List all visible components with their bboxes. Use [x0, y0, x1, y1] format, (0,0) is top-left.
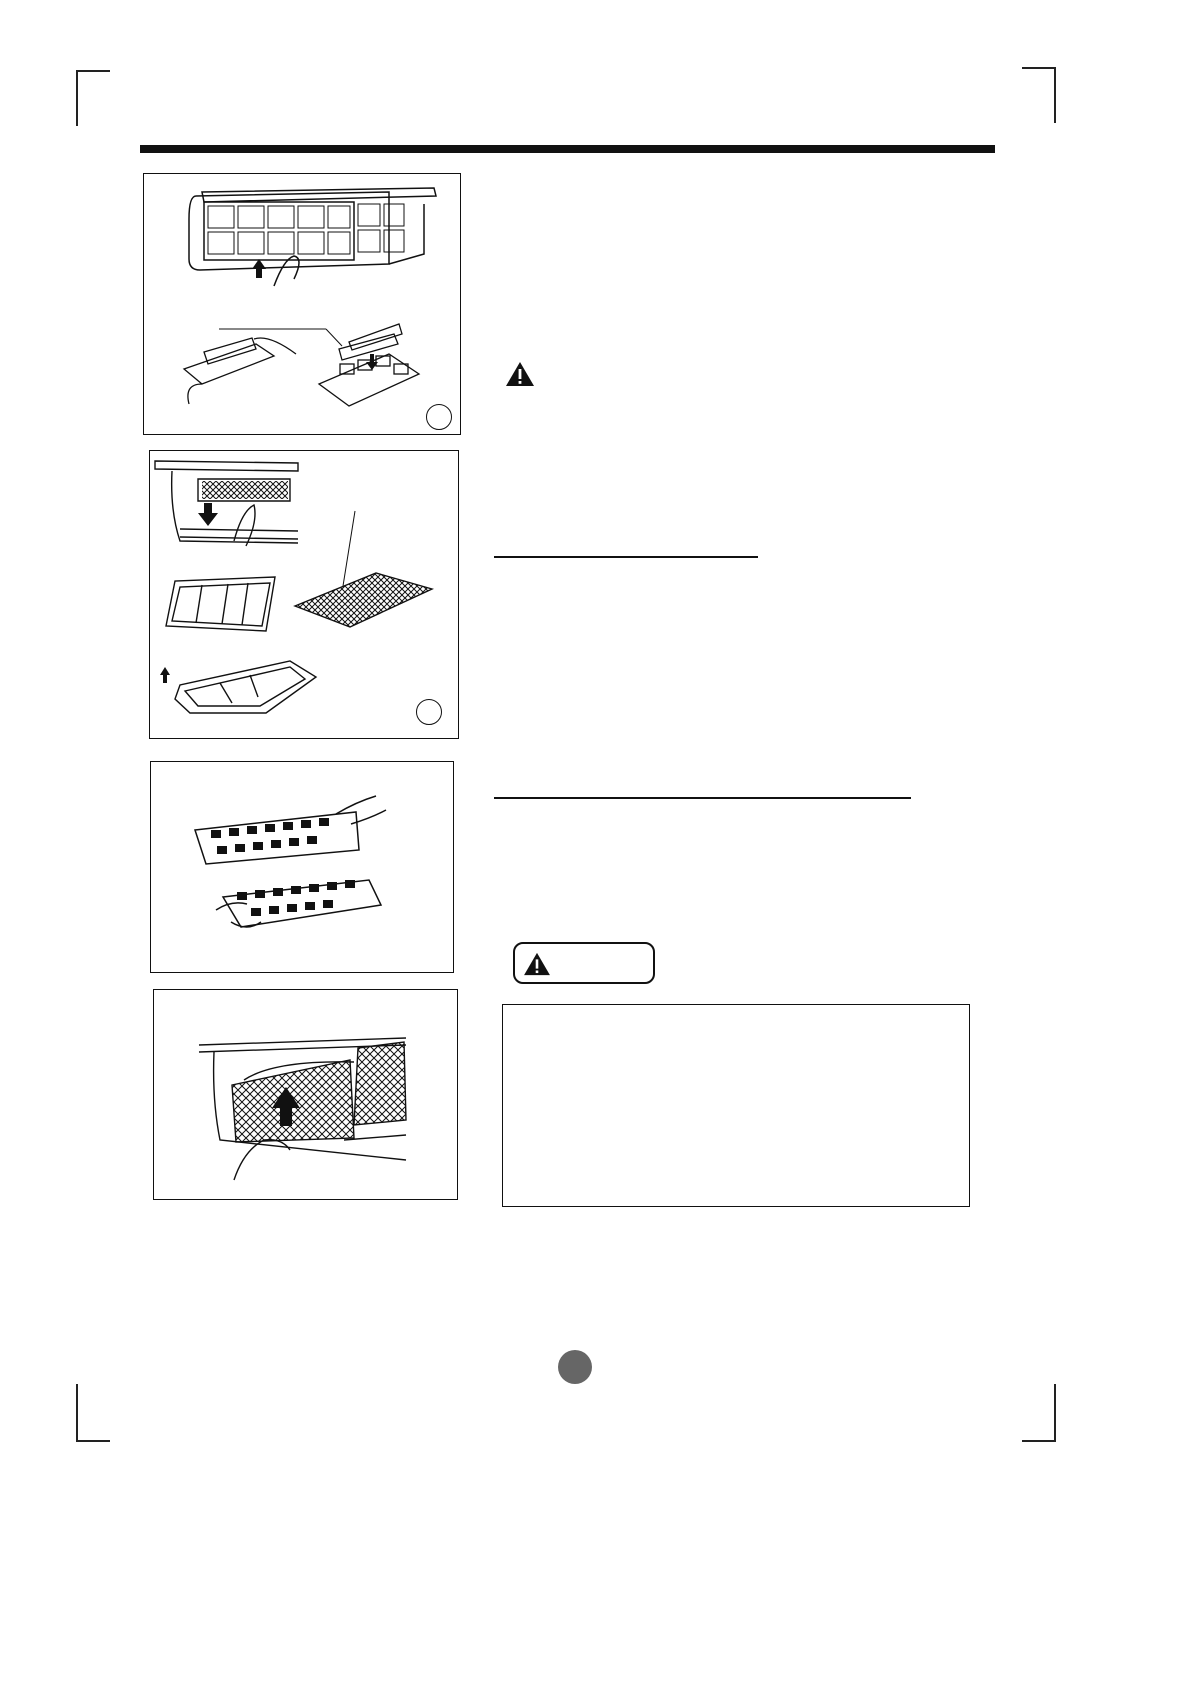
figure-2-callout-circle — [416, 699, 442, 725]
header-bar — [140, 145, 995, 153]
figure-2-panel — [149, 450, 459, 739]
filter-removal-illustration — [150, 451, 459, 739]
filter-reinstall-illustration — [154, 990, 458, 1200]
crop-mark-top-left-h — [76, 70, 110, 72]
crop-mark-bottom-left-v — [76, 1384, 78, 1440]
warning-triangle-icon — [523, 952, 551, 976]
page-number-circle — [558, 1350, 592, 1384]
warning-triangle-icon — [505, 361, 535, 387]
section-1-heading-underline — [494, 556, 758, 558]
crop-mark-top-left-v — [76, 70, 78, 126]
crop-mark-top-right-v — [1054, 67, 1056, 123]
note-box — [502, 1004, 970, 1207]
crop-mark-top-right-h — [1022, 67, 1056, 69]
figure-4-panel — [153, 989, 458, 1200]
arrow-up-icon — [160, 667, 170, 683]
figure-1-callout-circle — [426, 404, 452, 430]
warning-label-box — [513, 942, 655, 984]
indoor-unit-front-filter-illustration — [144, 174, 461, 435]
figure-1-panel — [143, 173, 461, 435]
crop-mark-bottom-right-v — [1054, 1384, 1056, 1440]
figure-3-panel — [150, 761, 454, 973]
crop-mark-bottom-right-h — [1022, 1440, 1056, 1442]
crop-mark-bottom-left-h — [76, 1440, 110, 1442]
section-2-heading-underline — [494, 797, 911, 799]
filter-washing-illustration — [151, 762, 454, 973]
arrow-down-icon — [198, 503, 218, 526]
arrow-up-icon — [252, 259, 266, 278]
